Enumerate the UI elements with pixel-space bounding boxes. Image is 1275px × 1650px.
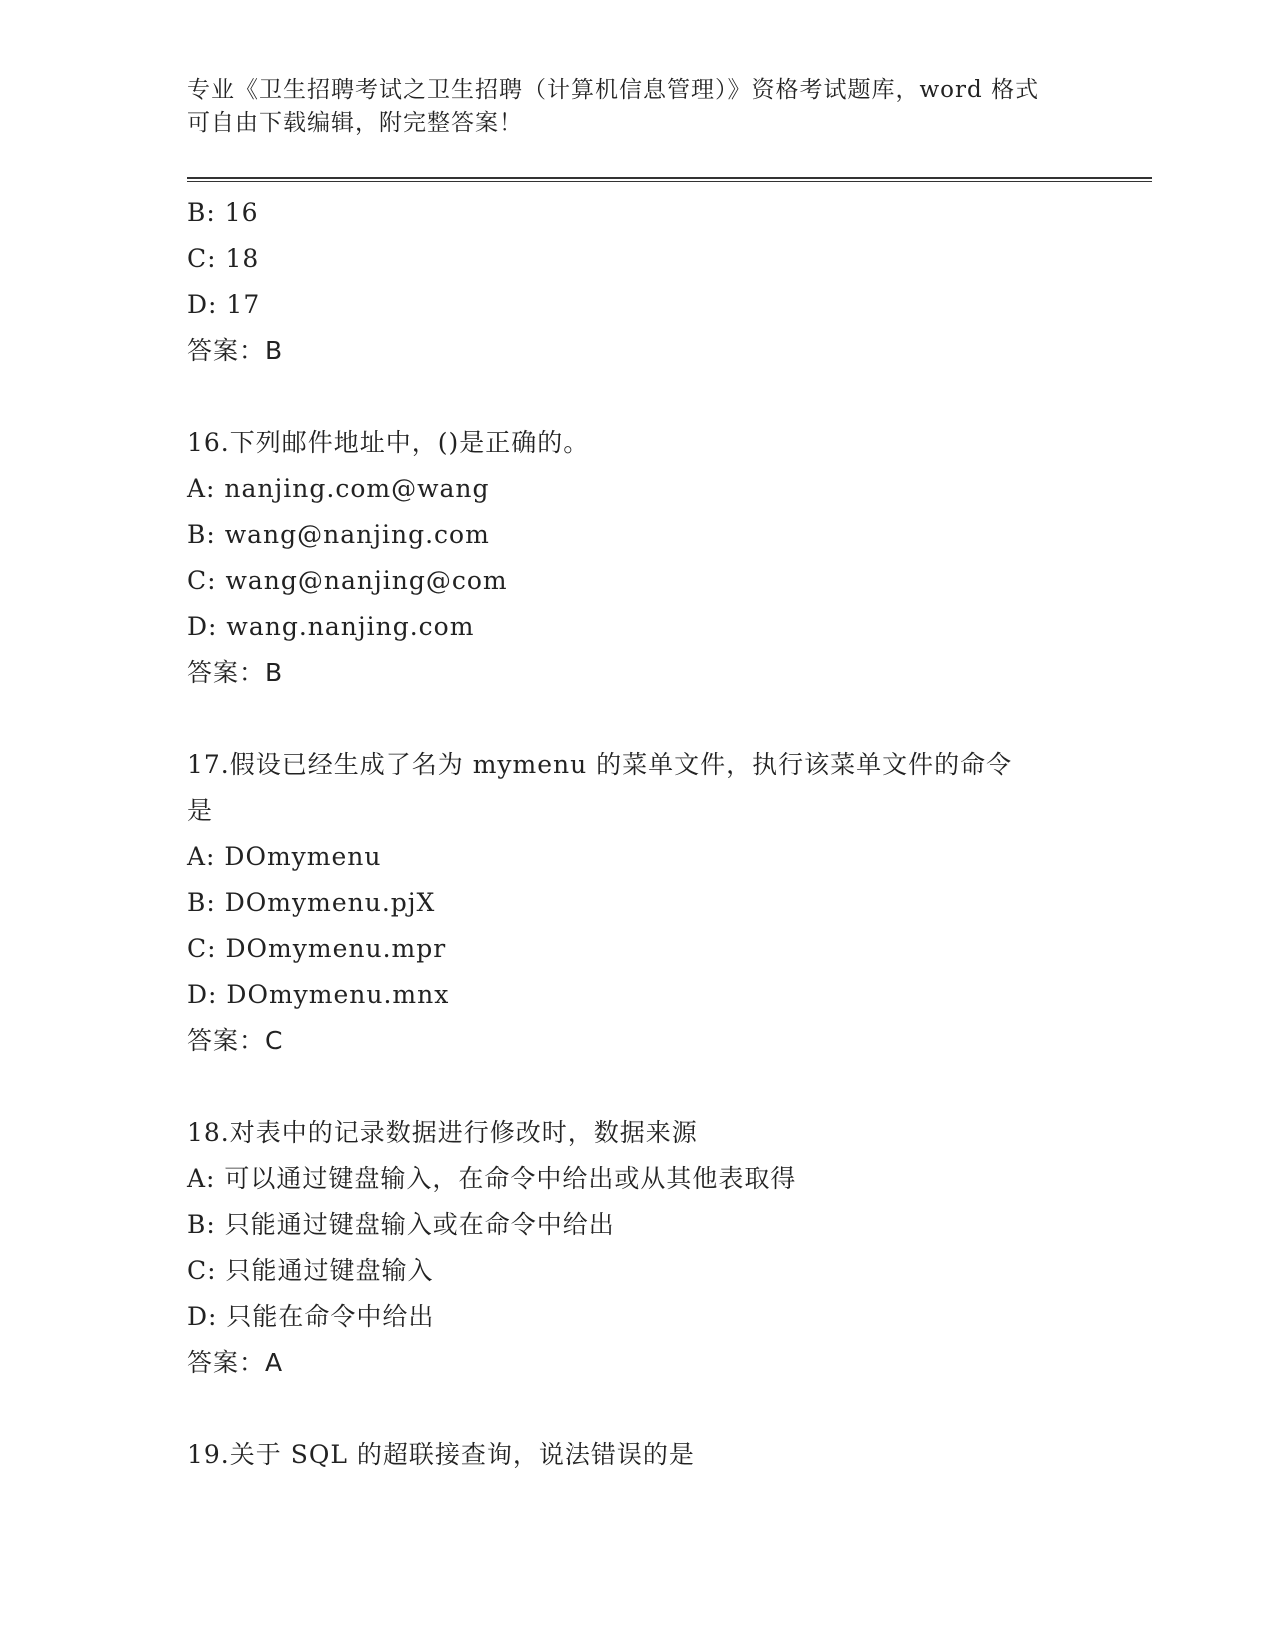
question-stem: 19.关于 SQL 的超联接查询，说法错误的是 (187, 1440, 695, 1469)
question-19 (187, 1432, 1087, 1478)
header-rule-thick (187, 177, 1152, 179)
question-18 (187, 1110, 1087, 1386)
header-rule-thin (187, 181, 1152, 182)
question-list (187, 190, 1087, 1478)
answer-line: 答案：B (187, 658, 284, 687)
question-15-tail (187, 190, 1087, 374)
option-a: A: 可以通过键盘输入，在命令中给出或从其他表取得 (187, 1164, 797, 1193)
answer-line: 答案：C (187, 1026, 284, 1055)
question-17 (187, 742, 1087, 1064)
option-d: D: 只能在命令中给出 (187, 1302, 435, 1331)
option-c: C: 只能通过键盘输入 (187, 1256, 434, 1285)
option-b: B: wang@nanjing.com (187, 520, 490, 549)
answer-line: 答案：B (187, 336, 284, 365)
question-stem-line-2: 是 (187, 796, 214, 825)
option-d: D: 17 (187, 290, 261, 319)
option-c: C: wang@nanjing@com (187, 566, 508, 595)
header-line-2: 可自由下载编辑，附完整答案！ (187, 110, 523, 136)
question-16 (187, 420, 1087, 696)
question-stem: 16.下列邮件地址中，()是正确的。 (187, 428, 590, 457)
option-c: C: DOmymenu.mpr (187, 934, 447, 963)
option-b: B: 16 (187, 198, 259, 227)
document-header (187, 74, 1067, 140)
option-d: D: wang.nanjing.com (187, 612, 475, 641)
option-b: B: 只能通过键盘输入或在命令中给出 (187, 1210, 615, 1239)
option-a: A: DOmymenu (187, 842, 382, 871)
question-stem-line-1: 17.假设已经生成了名为 mymenu 的菜单文件，执行该菜单文件的命令 (187, 750, 1013, 779)
answer-line: 答案：A (187, 1348, 284, 1377)
question-stem: 18.对表中的记录数据进行修改时，数据来源 (187, 1118, 698, 1147)
option-d: D: DOmymenu.mnx (187, 980, 450, 1009)
header-line-1: 专业《卫生招聘考试之卫生招聘（计算机信息管理）》资格考试题库，word 格式 (187, 77, 1040, 103)
option-a: A: nanjing.com@wang (187, 474, 490, 503)
option-b: B: DOmymenu.pjX (187, 888, 436, 917)
option-c: C: 18 (187, 244, 260, 273)
